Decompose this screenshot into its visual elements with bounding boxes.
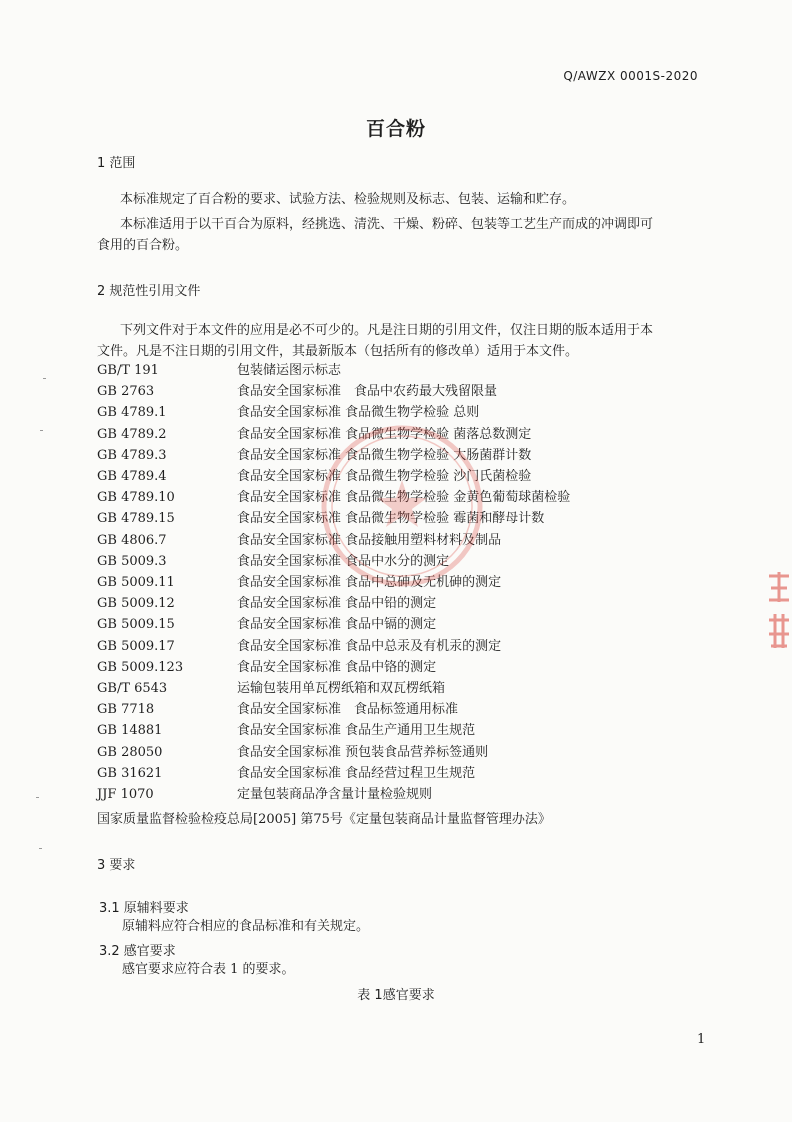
reference-code: GB 4789.3	[97, 447, 167, 463]
reference-title: 食品安全国家标准 食品中总汞及有机汞的测定	[237, 638, 502, 654]
reference-title: 食品安全国家标准 食品微生物学检验 金黄色葡萄球菌检验	[237, 490, 571, 506]
reference-code: GB 4789.4	[97, 469, 167, 484]
reference-row	[97, 425, 531, 445]
reference-code: GB 4789.1	[97, 405, 167, 421]
reference-title: 运输包装用单瓦楞纸箱和双瓦楞纸箱	[237, 681, 446, 696]
reference-row	[97, 785, 432, 805]
reference-title: 食品安全国家标准 食品中铅的测定	[237, 596, 437, 612]
reference-code: GB 31621	[97, 765, 163, 781]
reference-row	[97, 382, 497, 402]
reference-row	[97, 552, 449, 572]
section-heading-references: 2 规范性引用文件	[97, 284, 201, 299]
scan-speck	[36, 797, 39, 798]
page-title: 百合粉	[365, 118, 426, 140]
reference-title: 食品安全国家标准 食品微生物学检验 菌落总数测定	[237, 426, 532, 442]
scope-paragraph-1: 本标准规定了百合粉的要求、试验方法、检验规则及标志、包装、运输和贮存。	[120, 192, 576, 207]
reference-title: 食品安全国家标准 食品接触用塑料材料及制品	[237, 532, 502, 548]
table-caption: 表 1感官要求	[357, 988, 435, 1003]
reference-title: 食品安全国家标准 食品中总砷及无机砷的测定	[237, 575, 502, 590]
references-last-line: 国家质量监督检验检疫总局[2005] 第75号《定量包装商品计量监督管理办法》	[97, 812, 551, 827]
reference-row	[97, 361, 341, 381]
references-intro-line-2: 文件。凡是不注日期的引用文件，其最新版本（包括所有的修改单）适用于本文件。	[97, 344, 579, 359]
reference-row	[97, 743, 488, 763]
subsection-heading-sensory: 3.2 感官要求	[99, 944, 176, 959]
subsection-heading-raw-materials: 3.1 原辅料要求	[99, 901, 189, 916]
reference-row	[97, 764, 475, 784]
reference-code: GB/T 6543	[97, 681, 168, 696]
reference-code: GB 5009.15	[97, 617, 175, 633]
reference-code: GB 5009.11	[97, 575, 175, 590]
reference-code: GB 28050	[97, 744, 163, 760]
reference-code: GB 7718	[97, 702, 155, 718]
reference-row	[97, 446, 531, 466]
reference-code: GB 5009.17	[97, 638, 175, 654]
reference-row	[97, 700, 458, 720]
reference-title: 食品安全国家标准 食品中农药最大残留限量	[237, 384, 498, 400]
sensory-text: 感官要求应符合表 1 的要求。	[122, 962, 295, 977]
reference-row	[97, 531, 501, 551]
reference-row	[97, 658, 436, 678]
page-number: 1	[697, 1032, 706, 1047]
reference-code: GB 14881	[97, 723, 163, 739]
reference-code: GB 5009.3	[97, 553, 167, 569]
edge-stamp-fragment	[763, 568, 792, 658]
scope-paragraph-2-line-1: 本标准适用于以干百合为原料，经挑选、清洗、干燥、粉碎、包装等工艺生产而成的冲调即可	[120, 217, 654, 232]
document-code: Q/AWZX 0001S-2020	[563, 69, 698, 83]
reference-title: 食品安全国家标准 预包装食品营养标签通则	[237, 744, 489, 760]
raw-materials-text: 原辅料应符合相应的食品标准和有关规定。	[122, 919, 370, 934]
scan-speck	[40, 430, 43, 431]
scan-speck	[39, 848, 42, 849]
scope-paragraph-2-line-2: 食用的百合粉。	[97, 238, 189, 253]
reference-row	[97, 637, 501, 657]
reference-title: 食品安全国家标准 食品微生物学检验 沙门氏菌检验	[237, 469, 532, 484]
reference-row	[97, 594, 436, 614]
reference-title: 定量包装商品净含量计量检验规则	[237, 787, 433, 802]
reference-title: 食品安全国家标准 食品微生物学检验 总则	[237, 405, 480, 421]
reference-code: GB 2763	[97, 384, 155, 400]
reference-title: 食品安全国家标准 食品中镉的测定	[237, 617, 437, 633]
reference-code: JJF 1070	[97, 787, 154, 802]
reference-title: 食品安全国家标准 食品经营过程卫生规范	[237, 765, 476, 781]
reference-row	[97, 721, 475, 741]
reference-row	[97, 573, 501, 593]
scan-speck	[43, 378, 46, 379]
reference-code: GB 4789.2	[97, 426, 167, 442]
reference-title: 食品安全国家标准 食品微生物学检验 霉菌和酵母计数	[237, 511, 545, 527]
reference-title: 食品安全国家标准 食品中水分的测定	[237, 553, 450, 569]
reference-row	[97, 615, 436, 635]
reference-title: 食品安全国家标准 食品中铬的测定	[237, 659, 437, 675]
reference-row	[97, 679, 445, 699]
reference-title: 食品安全国家标准 食品生产通用卫生规范	[237, 723, 476, 739]
reference-code: GB 4789.15	[97, 511, 175, 527]
reference-row	[97, 509, 544, 529]
reference-row	[97, 488, 570, 508]
reference-title: 食品安全国家标准 食品微生物学检验 大肠菌群计数	[237, 447, 532, 463]
reference-title: 包装储运图示标志	[237, 363, 342, 378]
reference-row	[97, 467, 531, 487]
reference-code: GB 5009.123	[97, 659, 184, 675]
reference-code: GB/T 191	[97, 363, 159, 378]
reference-code: GB 4806.7	[97, 532, 167, 548]
section-heading-scope: 1 范围	[97, 156, 136, 171]
reference-code: GB 5009.12	[97, 596, 175, 612]
reference-title: 食品安全国家标准 食品标签通用标准	[237, 702, 459, 718]
references-intro-line-1: 下列文件对于本文件的应用是必不可少的。凡是注日期的引用文件，仅注日期的版本适用于本	[120, 323, 654, 338]
reference-row	[97, 403, 479, 423]
section-heading-requirements: 3 要求	[97, 858, 136, 873]
reference-code: GB 4789.10	[97, 490, 175, 506]
